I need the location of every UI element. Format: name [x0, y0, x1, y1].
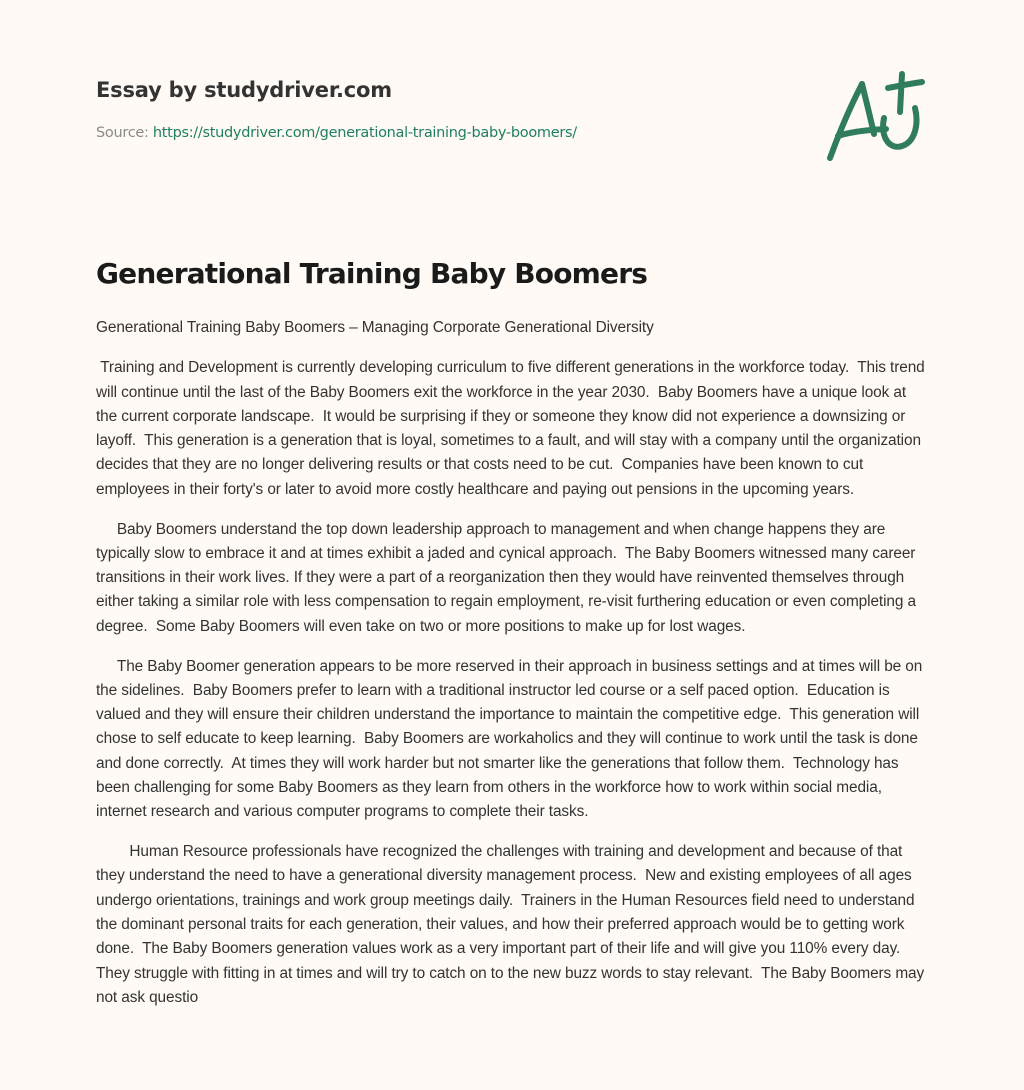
paragraph: The Baby Boomer generation appears to be more reserved in their approach in business settings and at times will be on the sidelines. Baby Boomers prefer to learn with a traditional instructor led course or a self paced option. Education is valued and they will ensure their children understand the importance to maintain the competitive edge. This generation will chose to self educate to keep learning. Baby Boomers are workaholics and they will continue to work until the task is done and done correctly. At times they will work harder but not smarter like the generations that follow them. Technology has been challenging for some Baby Boomers as they learn from others in the workforce how to work within social media, internet research and various computer programs to complete their tasks.: [96, 657, 927, 821]
paragraph: Training and Development is currently developing curriculum to five different generations in the workforce today. This trend will continue until the last of the Baby Boomers exit the workforce in the year 2030. Baby Boomers have a unique look at the current corporate landscape. It would be surprising if they or someone they know did not experience a downsizing or layoff. This generation is a generation that is loyal, sometimes to a fault, and will stay with a company until the organization decides that they are no longer delivering results or that costs need to be cut. Companies have been known to cut employees in their forty's or later to avoid more costly healthcare and paying out pensions in the upcoming years.: [96, 359, 929, 498]
article-subtitle: Generational Training Baby Boomers – Managing Corporate Generational Diversity: [96, 319, 654, 336]
source-line: [96, 123, 816, 143]
paragraph: Human Resource professionals have recognized the challenges with training and development and because of that they understand the need to have a generational diversity management process. New and existing employees of all ages undergo orientations, trainings and work group meetings daily. Trainers in the Human Resources field need to understand the dominant personal traits for each generation, their values, and how their preferred approach would be to getting work done. The Baby Boomers generation values work as a very important part of their life and will give you 110% every day. They struggle with fitting in at times and will try to catch on to the new buzz words to stay relevant. The Baby Boomers may not ask questio: [96, 843, 929, 1006]
site-title: Essay by studydriver.com: [96, 78, 392, 102]
article-body: [96, 316, 928, 1026]
paragraph: Baby Boomers understand the top down leadership approach to management and when change happens they are typically slow to embrace it and at times exhibit a jaded and cynical approach. The Baby Boomers witnessed many career transitions in their work lives. If they were a part of a reorganization then they would have reinvented themselves through either taking a similar role with less compensation to regain employment, re-visit furthering education or even completing a degree. Some Baby Boomers will even take on two or more positions to make up for lost wages.: [96, 520, 921, 635]
article-title: Generational Training Baby Boomers: [96, 257, 648, 290]
a-plus-grade-icon: [820, 66, 930, 166]
page-header: [96, 76, 816, 143]
source-link[interactable]: https://studydriver.com/generational-training-baby-boomers/: [152, 125, 577, 141]
source-label: Source:: [96, 125, 153, 141]
